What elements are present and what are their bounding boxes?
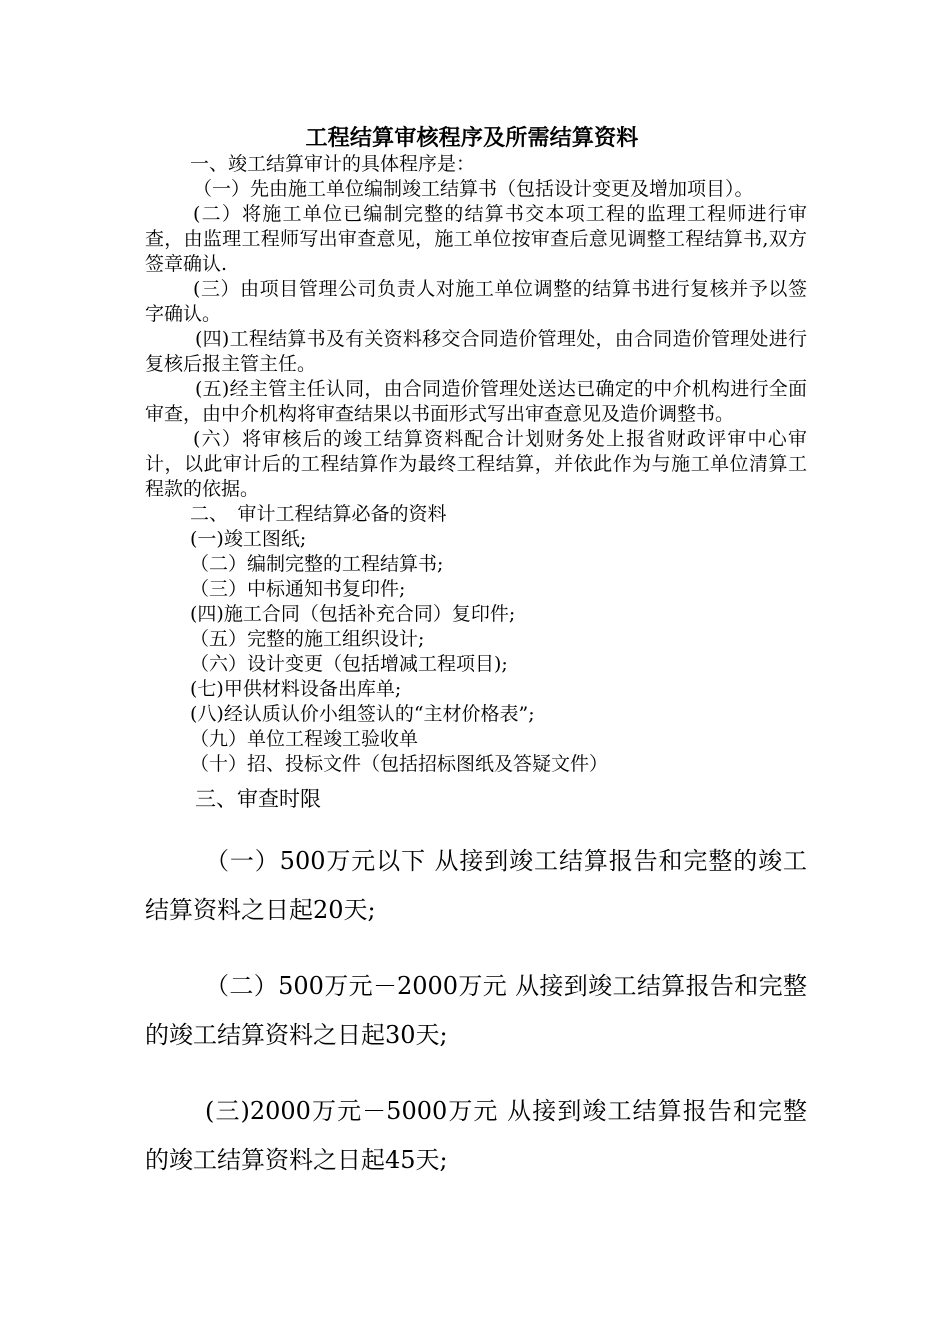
section1-item: (二）将施工单位已编制完整的结算书交本项工程的监理工程师进行审查，由监理工程师写出审查意见，施工单位按审查后意见调整工程结算书,双方签章确认. [145,203,807,275]
section1-item: (六）将审核后的竣工结算资料配合计划财务处上报省财政评审中心审计，以此审计后的工程结算作为最终工程结算，并依此作为与施工单位清算工程款的依据。 [145,428,807,500]
document-title: 工程结算审核程序及所需结算资料 [305,125,639,151]
section1-item: (五)经主管主任认同，由合同造价管理处送达已确定的中介机构进行全面审查，由中介机构将审查结果以书面形式写出审查意见及造价调整书。 [145,378,807,425]
section2-item: （二）编制完整的工程结算书; [190,553,444,575]
section2-item: （十）招、投标文件（包括招标图纸及答疑文件） [190,753,609,775]
section3-item: (三)2000万元－5000万元 从接到竣工结算报告和完整的竣工结算资料之日起45天; [145,1097,807,1174]
section1-item: （一）先由施工单位编制竣工结算书（包括设计变更及增加项目）。 [193,178,754,200]
section2-item: (一)竣工图纸; [190,528,307,550]
section2-item: (八)经认质认价小组签认的“主材价格表”; [190,703,535,725]
section2-item: (四)施工合同（包括补充合同）复印件; [190,603,516,625]
section3-item: （二）500万元－2000万元 从接到竣工结算报告和完整的竣工结算资料之日起30天; [145,972,807,1049]
section2-item: (七)甲供材料设备出库单; [190,678,402,700]
section3-item: （一）500万元以下 从接到竣工结算报告和完整的竣工结算资料之日起20天; [145,847,807,924]
section3-heading: 三、审查时限 [195,787,321,811]
section1-item: (三）由项目管理公司负责人对施工单位调整的结算书进行复核并予以签字确认。 [145,278,807,325]
section2-heading: 二、 审计工程结算必备的资料 [190,503,447,525]
section2-item: （六）设计变更（包括增减工程项目); [190,653,508,675]
section2-item: （三）中标通知书复印件; [190,578,406,600]
document-body [145,124,807,1185]
section1-item: (四)工程结算书及有关资料移交合同造价管理处，由合同造价管理处进行复核后报主管主任。 [145,328,807,375]
section1-heading: 一、竣工结算审计的具体程序是： [190,153,476,175]
section2-item: （九）单位工程竣工验收单 [190,728,419,750]
section2-item: （五）完整的施工组织设计; [190,628,425,650]
